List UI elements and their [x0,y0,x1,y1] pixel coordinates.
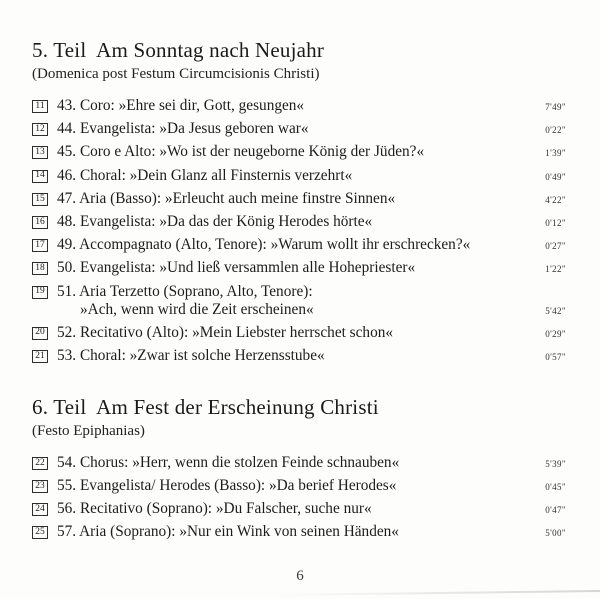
track-duration: 0'49" [545,171,566,182]
track-duration: 0'57" [545,351,566,362]
track-row [32,347,566,365]
section-subtitle: (Domenica post Festum Circumcisionis Christi) [32,66,320,82]
track-title-line1: 54. Chorus: »Herr, wenn die stolzen Feinde schnauben« [57,453,400,471]
track-title [57,167,537,185]
track-title [57,454,537,472]
track-number-box: 19 [32,286,48,299]
track-list-part-5 [32,97,566,365]
section-part-6 [32,395,566,542]
track-row [32,477,566,495]
track-duration: 5'42" [545,305,566,316]
track-title [57,120,537,138]
track-row [32,283,566,319]
track-row [32,236,566,254]
track-row [32,143,566,161]
track-row [32,120,566,138]
track-title [57,143,537,161]
page-edge-shadow [268,590,600,596]
track-duration: 7'49" [545,102,566,112]
track-number-box: 11 [32,100,48,113]
track-title [57,213,537,231]
track-duration: 0'22" [545,125,566,136]
track-title-line1: 50. Evangelista: »Und ließ versammlen alle Hohepriester« [57,259,416,277]
track-number-box: 14 [32,170,48,183]
section-part-5 [32,38,566,365]
track-list-part-6 [32,454,566,542]
track-title-line1: 45. Coro e Alto: »Wo ist der neugeborne König der Jüden?« [57,143,425,161]
track-row [32,167,566,185]
track-number-box: 12 [32,123,48,136]
track-title [57,324,537,342]
track-title-line1: 43. Coro: »Ehre sei dir, Gott, gesungen« [57,97,305,114]
track-number-box: 23 [32,480,48,493]
track-title-line1: 47. Aria (Basso): »Erleucht auch meine finstre Sinnen« [57,189,396,207]
track-number-box: 20 [32,327,48,340]
track-row [32,324,566,342]
track-number-box: 18 [32,262,48,275]
track-row [32,500,566,518]
track-duration: 0'45" [545,482,566,493]
track-number-box: 15 [32,193,48,206]
section-subtitle: (Festo Epiphanias) [32,422,145,439]
track-duration: 1'22" [545,264,566,275]
track-title [57,477,537,495]
track-duration: 1'39" [545,148,566,159]
track-title-line1: 51. Aria Terzetto (Soprano, Alto, Tenore): [57,282,313,300]
track-title [57,347,537,365]
track-title [57,259,537,277]
track-number-box: 24 [32,503,48,516]
section-title: 5. Teil Am Sonntag nach Neujahr [32,38,325,62]
track-title-line1: 52. Recitativo (Alto): »Mein Liebster herrschet schon« [57,323,394,341]
track-title [57,97,537,115]
track-duration: 0'12" [545,217,566,228]
track-number-box: 22 [32,457,48,470]
track-title-line1: 53. Choral: »Zwar ist solche Herzensstube« [57,346,325,364]
track-row [32,190,566,208]
track-row [32,213,566,231]
track-duration: 0'29" [545,328,566,339]
track-duration: 5'00" [545,528,566,539]
track-title-line1: 56. Recitativo (Soprano): »Du Falscher, suche nur« [57,500,372,518]
track-title [57,500,537,518]
track-number-box: 17 [32,239,48,252]
track-number-box: 13 [32,146,48,159]
track-title-line1: 44. Evangelista: »Da Jesus geboren war« [57,120,309,138]
track-title-line1: 48. Evangelista: »Da das der König Herodes hörte« [57,212,373,230]
track-duration: 4'22" [545,194,566,205]
track-title-line1: 46. Choral: »Dein Glanz all Finsternis verzehrt« [57,166,353,184]
section-title: 6. Teil Am Fest der Erscheinung Christi [32,394,379,419]
track-title-line1: 49. Accompagnato (Alto, Tenore): »Warum wollt ihr erschrecken?« [57,236,471,254]
track-duration: 0'47" [545,505,566,516]
track-title [57,236,537,254]
track-duration: 0'27" [545,241,566,252]
track-number-box: 21 [32,350,48,363]
track-title-line1: 57. Aria (Soprano): »Nur ein Wink von seinen Händen« [57,523,399,541]
track-number-box: 25 [32,526,48,539]
page-number: 6 [296,568,304,584]
track-title [57,283,537,319]
track-number-box: 16 [32,216,48,229]
track-title [57,523,537,541]
track-row [32,454,566,472]
track-title [57,190,537,208]
track-row [32,259,566,277]
track-title-line2: »Ach, wenn wird die Zeit erscheinen« [80,300,314,318]
track-duration: 5'39" [545,458,566,469]
track-row [32,523,566,541]
track-title-line1: 55. Evangelista/ Herodes (Basso): »Da berief Herodes« [57,477,397,495]
track-row [32,97,566,115]
